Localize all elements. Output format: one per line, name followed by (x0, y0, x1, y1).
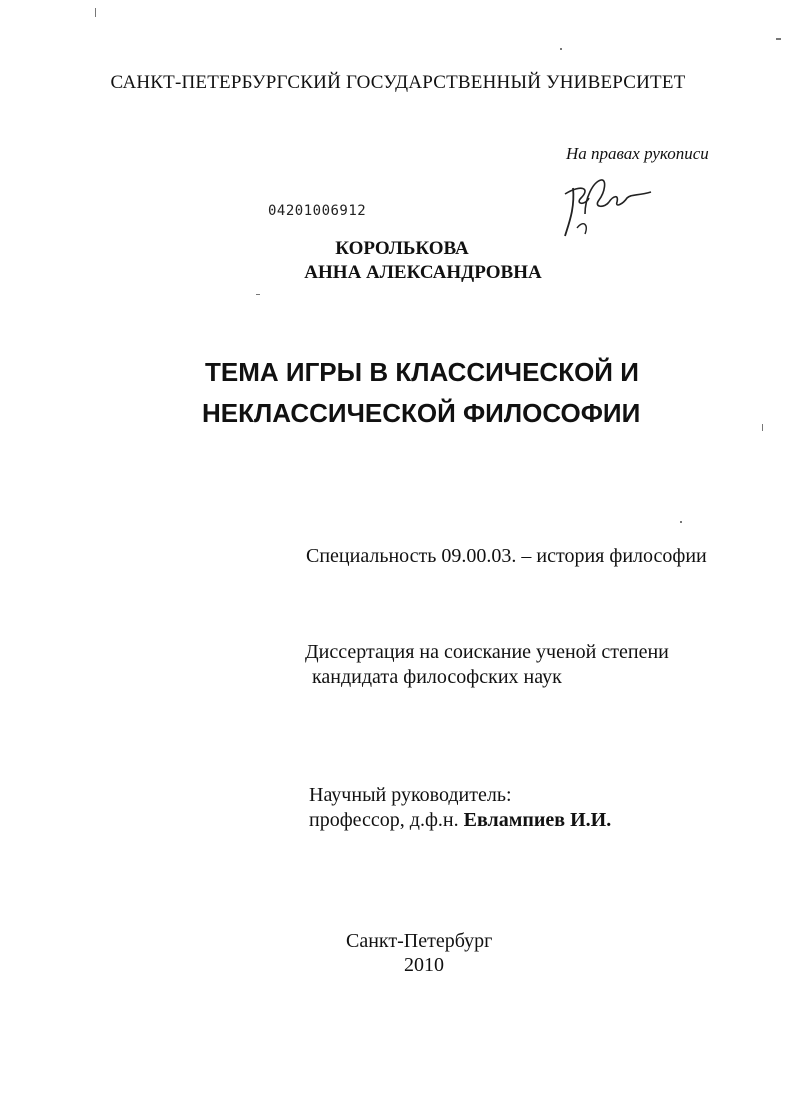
scan-speck (776, 38, 781, 40)
supervisor-name: Евлампиев И.И. (463, 809, 612, 831)
author-surname: КОРОЛЬКОВА (335, 238, 469, 259)
thesis-title-line-1: ТЕМА ИГРЫ В КЛАССИЧЕСКОЙ И (205, 357, 639, 387)
document-number: 04201006912 (268, 203, 367, 219)
signature-icon (555, 168, 655, 244)
city: Санкт-Петербург (346, 930, 493, 952)
author-given-names: АННА АЛЕКСАНДРОВНА (304, 262, 542, 283)
supervisor-label: Научный руководитель: (309, 784, 512, 806)
specialty-line: Специальность 09.00.03. – история философии (306, 545, 707, 567)
year: 2010 (404, 954, 444, 976)
scan-speck (95, 8, 96, 17)
thesis-title-line-2: НЕКЛАССИЧЕСКОЙ ФИЛОСОФИИ (202, 398, 641, 428)
supervisor-details (309, 809, 611, 832)
degree-line-1: Диссертация на соискание ученой степени (305, 641, 669, 663)
manuscript-rights-note: На правах рукописи (566, 144, 709, 163)
scan-speck (560, 48, 562, 50)
scan-speck (762, 424, 763, 431)
scan-speck (680, 521, 682, 523)
degree-line-2: кандидата философских наук (312, 666, 562, 688)
university-name: САНКТ-ПЕТЕРБУРГСКИЙ ГОСУДАРСТВЕННЫЙ УНИВЕРСИТЕТ (110, 72, 686, 93)
scan-speck (256, 294, 260, 295)
supervisor-position: профессор, д.ф.н. (309, 809, 459, 831)
